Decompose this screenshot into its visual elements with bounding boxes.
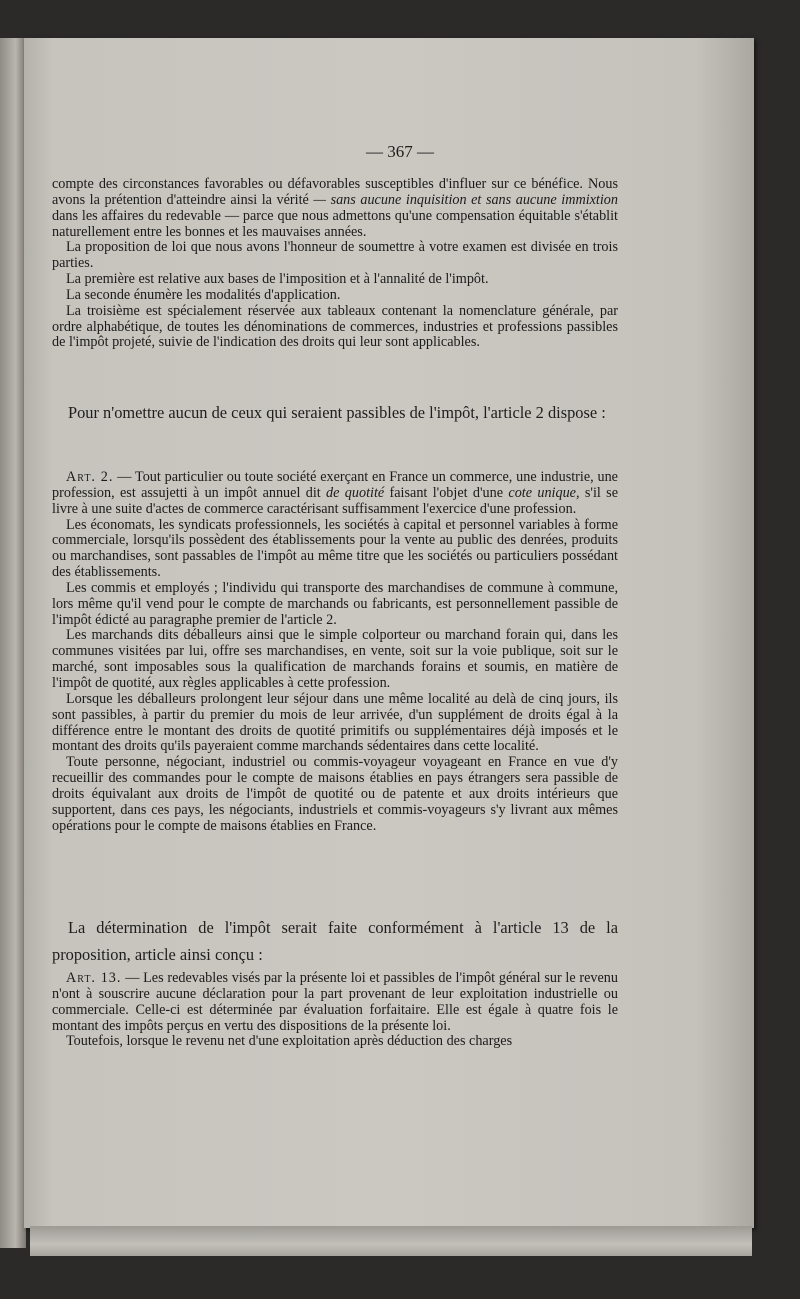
article-2-paragraph: Les marchands dits déballeurs ainsi que le simple colporteur ou marchand forain qui, dans les communes visitées par lui, offre ses marchandises, en vente, soit sur la voie publique, soit sur le marché, sont imposables sous la qualification de marchands forains et soumis, en matière de l'impôt de quotité, aux règles applicables à cette profession. [52, 627, 618, 691]
article-2-label: Art. 2. [66, 469, 114, 485]
previous-page-edge [0, 38, 26, 1248]
intro-paragraph: La troisième est spécialement réservée aux tableaux contenant la nomenclature générale, par ordre alphabétique, de toutes les dénominations de commerces, industries et professions passibles de l'impôt projeté, suivie de l'indication des droits qui leur sont applicables. [52, 302, 618, 351]
lead-paragraph-2: La détermination de l'impôt serait faite conformément à l'article 13 de la proposition, article ainsi conçu : [52, 918, 618, 964]
article-13-block [52, 971, 618, 1050]
intro-paragraph: La première est relative aux bases de l'imposition et à l'annalité de l'impôt. [66, 271, 489, 288]
intro-paragraph: La seconde énumère les modalités d'application. [66, 286, 341, 303]
article-13-paragraph: Toutefois, lorsque le revenu net d'une exploitation après déduction des charges [66, 1033, 513, 1050]
intro-paragraph: La proposition de loi que nous avons l'honneur de soumettre à votre examen est divisée en trois parties. [52, 239, 618, 272]
article-13-first-paragraph: Art. 13. — Les redevables visés par la présente loi et passibles de l'impôt général sur le revenu n'ont à souscrire aucune déclaration pour la part provenant de leur exploitation industrielle ou commerciale. Celle-ci est déterminée par évaluation forfaitaire. Elle est égale à quatre fois le montant des impôts perçus en vertu des dispositions de la présente loi. [52, 970, 618, 1034]
article-2-first-paragraph: Art. 2. — Tout particulier ou toute société exerçant en France un commerce, une industrie, une profession, est assujetti à un impôt annuel dit de quotité faisant l'objet d'une cote unique, s'il se livre à une suite d'actes de commerce caractérisant suffisamment l'exercice d'une profession. [52, 469, 618, 517]
article-2-paragraph: Les économats, les syndicats professionnels, les sociétés à capital et personnel variables à forme commerciale, lorsqu'ils possèdent des établissements pour la vente au public des denrées, produits ou marchandises, sont passables de l'impôt au même titre que les sociétés ou particuliers possédant des établissements. [52, 516, 618, 581]
lead-paragraph-1: Pour n'omettre aucun de ceux qui seraient passibles de l'impôt, l'article 2 dispose : [68, 403, 606, 422]
page-number: — 367 — [366, 142, 434, 161]
article-13-label: Art. 13. [66, 970, 122, 986]
article-2-paragraph: Toute personne, négociant, industriel ou commis-voyageur voyageant en France en vue d'y recueillir des commandes pour le compte de maisons établies en pays étrangers sera passible de droits équivalant aux droits de l'impôt de quotité ou de patente et aux droits intérieurs que supportent, dans ces pays, les négociants, industriels et commis-voyageurs s'y livrant aux mêmes opérations pour le compte de maisons établies en France. [52, 754, 618, 834]
article-2-paragraph: Les commis et employés ; l'individu qui transporte des marchandises de commune à commune, lors même qu'il vend pour le compte de marchands ou fabricants, est personnellement passible de l'impôt édicté au paragraphe premier de l'article 2. [52, 579, 618, 628]
intro-block [52, 177, 618, 351]
intro-paragraph: compte des circonstances favorables ou défavorables susceptibles d'influer sur ce bénéfice. Nous avons la prétention d'atteindre ainsi la vérité — sans aucune inquisition et sans aucune immixtion dans les affaires du redevable — parce que nous admettons qu'une compensation équitable s'établit naturellement entre les bonnes et les mauvaises années. [52, 176, 618, 240]
page-bottom-edge [30, 1226, 752, 1256]
article-2-paragraph: Lorsque les déballeurs prolongent leur séjour dans une même localité au delà de cinq jours, ils sont passibles, à partir du premier du mois de leur arrivée, d'un supplément de droits égal à la différence entre le montant des droits de quotité primitifs ou supplémentaires déjà imposés et le montant des droits qu'ils payeraient comme marchands sédentaires dans cette localité. [52, 690, 618, 755]
article-2-block [52, 470, 618, 834]
